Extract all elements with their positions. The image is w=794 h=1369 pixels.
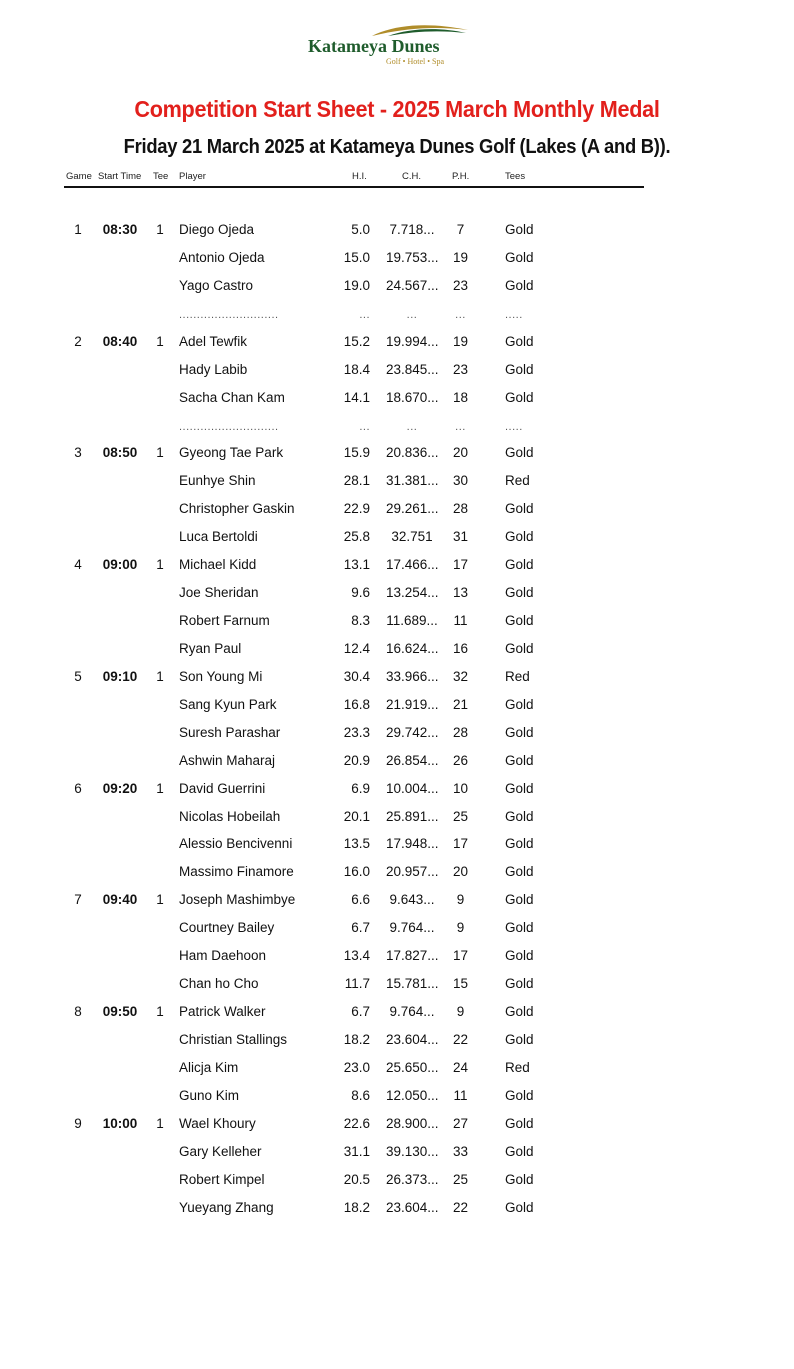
playing-handicap: 20 xyxy=(452,445,469,461)
separator-tees: ..... xyxy=(505,308,523,321)
handicap-index: 13.4 xyxy=(343,948,370,964)
start-time: 09:50 xyxy=(102,1004,138,1020)
course-handicap: 31.381... xyxy=(386,473,439,489)
course-handicap: 24.567... xyxy=(386,277,439,293)
handicap-index: 19.0 xyxy=(343,277,370,293)
player-name: Eunhye Shin xyxy=(179,473,256,489)
player-name: Robert Farnum xyxy=(179,613,270,629)
player-name: Yueyang Zhang xyxy=(179,1199,274,1215)
playing-handicap: 11 xyxy=(453,613,468,629)
playing-handicap: 18 xyxy=(452,389,469,405)
header-hi: H.I. xyxy=(352,171,367,182)
handicap-index: 14.1 xyxy=(343,389,370,405)
handicap-index: 18.2 xyxy=(343,1199,370,1215)
handicap-index: 15.9 xyxy=(343,445,370,461)
playing-handicap: 17 xyxy=(452,948,469,964)
game-number: 2 xyxy=(74,333,82,349)
player-name: Alicja Kim xyxy=(179,1059,239,1075)
course-handicap: 15.781... xyxy=(386,976,439,992)
table-row xyxy=(0,222,794,242)
header-start-time: Start Time xyxy=(98,171,142,182)
tees-color: Gold xyxy=(505,920,534,936)
tees-color: Gold xyxy=(505,222,534,237)
table-row xyxy=(0,390,794,410)
handicap-index: 22.9 xyxy=(343,501,370,517)
tees-color: Gold xyxy=(505,389,534,405)
start-time: 09:00 xyxy=(102,557,138,573)
table-row xyxy=(0,976,794,996)
playing-handicap: 10 xyxy=(452,780,469,796)
tees-color: Gold xyxy=(505,948,534,964)
course-handicap: 23.604... xyxy=(386,1031,439,1047)
tee-number: 1 xyxy=(156,1115,164,1131)
header-game: Game xyxy=(66,171,92,182)
table-row xyxy=(0,1032,794,1052)
player-name: Sang Kyun Park xyxy=(179,696,277,712)
header-tees: Tees xyxy=(505,171,526,182)
tees-color: Red xyxy=(505,668,530,684)
handicap-index: 15.2 xyxy=(343,333,370,349)
table-row xyxy=(0,501,794,521)
handicap-index: 18.4 xyxy=(343,361,370,377)
playing-handicap: 25 xyxy=(452,1171,469,1187)
tees-color: Gold xyxy=(505,1199,534,1215)
table-row xyxy=(0,864,794,884)
playing-handicap: 17 xyxy=(452,557,469,573)
playing-handicap: 16 xyxy=(452,640,469,656)
player-name: Son Young Mi xyxy=(179,668,263,684)
playing-handicap: 19 xyxy=(452,249,469,265)
tees-color: Gold xyxy=(505,752,534,768)
course-handicap: 19.994... xyxy=(386,333,439,349)
player-name: Christopher Gaskin xyxy=(179,501,295,517)
separator-ch: ... xyxy=(406,308,418,321)
playing-handicap: 9 xyxy=(456,1004,465,1020)
table-row xyxy=(0,641,794,661)
table-row xyxy=(0,781,794,801)
game-number: 7 xyxy=(74,892,82,908)
table-row xyxy=(0,334,794,354)
player-name: Joseph Mashimbye xyxy=(179,892,296,908)
playing-handicap: 28 xyxy=(452,501,469,517)
table-row xyxy=(0,753,794,773)
start-time: 10:00 xyxy=(102,1115,138,1131)
handicap-index: 18.2 xyxy=(343,1031,370,1047)
logo-name: Katameya Dunes xyxy=(308,36,440,56)
playing-handicap: 17 xyxy=(452,836,469,852)
tee-number: 1 xyxy=(156,222,164,237)
course-handicap: 11.689... xyxy=(386,613,438,629)
table-row xyxy=(0,529,794,549)
player-name: Ham Daehoon xyxy=(179,948,267,964)
table-row xyxy=(0,557,794,577)
tees-color: Gold xyxy=(505,892,534,908)
game-number: 3 xyxy=(74,445,82,461)
table-row xyxy=(0,278,794,298)
course-handicap: 17.466... xyxy=(386,557,439,573)
page-title: Competition Start Sheet - 2025 March Monthly Medal xyxy=(134,96,660,122)
table-row xyxy=(0,445,794,465)
course-handicap: 12.050... xyxy=(386,1087,439,1103)
course-handicap: 13.254... xyxy=(386,585,439,601)
handicap-index: 23.3 xyxy=(343,724,370,740)
playing-handicap: 13 xyxy=(452,585,469,601)
game-number: 8 xyxy=(74,1004,82,1020)
tees-color: Gold xyxy=(505,613,534,629)
tees-color: Gold xyxy=(505,445,534,461)
game-number: 1 xyxy=(74,222,82,237)
player-name: Yago Castro xyxy=(179,277,254,293)
handicap-index: 13.5 xyxy=(343,836,370,852)
game-number: 5 xyxy=(74,668,82,684)
table-row xyxy=(0,669,794,689)
handicap-index: 30.4 xyxy=(343,668,370,684)
logo-tagline: Golf • Hotel • Spa xyxy=(386,57,445,66)
tees-color: Gold xyxy=(505,780,534,796)
tees-color: Gold xyxy=(505,808,534,824)
player-name: Gary Kelleher xyxy=(179,1143,262,1159)
course-handicap: 23.845... xyxy=(386,361,439,377)
handicap-index: 31.1 xyxy=(343,1143,370,1159)
handicap-index: 20.9 xyxy=(343,752,370,768)
player-name: Christian Stallings xyxy=(179,1031,288,1047)
tee-number: 1 xyxy=(156,445,164,461)
handicap-index: 15.0 xyxy=(343,249,370,265)
playing-handicap: 27 xyxy=(452,1115,469,1131)
separator-tees: ..... xyxy=(505,420,523,433)
player-name: Gyeong Tae Park xyxy=(179,445,284,461)
separator-ph: ... xyxy=(455,308,466,321)
tees-color: Gold xyxy=(505,249,534,265)
player-name: Ryan Paul xyxy=(179,640,242,656)
table-row xyxy=(0,1144,794,1164)
start-time: 08:40 xyxy=(102,333,138,349)
tees-color: Gold xyxy=(505,277,534,293)
separator-ch: ... xyxy=(406,420,418,433)
table-row xyxy=(0,892,794,912)
course-handicap: 20.836... xyxy=(386,445,439,461)
handicap-index: 5.0 xyxy=(351,222,370,237)
separator-hi: ... xyxy=(359,420,370,433)
table-row xyxy=(0,1200,794,1220)
tee-number: 1 xyxy=(156,557,164,573)
playing-handicap: 23 xyxy=(452,277,469,293)
separator-hi: ... xyxy=(359,308,370,321)
table-row xyxy=(0,1004,794,1024)
tee-number: 1 xyxy=(156,668,164,684)
separator-player: ............................ xyxy=(179,420,279,433)
table-row xyxy=(0,250,794,270)
playing-handicap: 33 xyxy=(452,1143,469,1159)
course-handicap: 19.753... xyxy=(386,249,439,265)
handicap-index: 11.7 xyxy=(344,976,370,992)
player-name: Courtney Bailey xyxy=(179,920,275,936)
player-name: Joe Sheridan xyxy=(179,585,259,601)
tees-color: Gold xyxy=(505,1004,534,1020)
handicap-index: 16.0 xyxy=(343,864,370,880)
player-name: Sacha Chan Kam xyxy=(179,389,285,405)
playing-handicap: 26 xyxy=(452,752,469,768)
tees-color: Red xyxy=(505,1059,530,1075)
tees-color: Gold xyxy=(505,557,534,573)
player-name: Michael Kidd xyxy=(179,557,257,573)
handicap-index: 6.7 xyxy=(351,1004,370,1020)
course-handicap: 33.966... xyxy=(386,668,439,684)
tees-color: Gold xyxy=(505,529,534,545)
table-row xyxy=(0,920,794,940)
tees-color: Gold xyxy=(505,864,534,880)
course-handicap: 7.718... xyxy=(389,222,435,237)
playing-handicap: 11 xyxy=(453,1087,468,1103)
playing-handicap: 20 xyxy=(452,864,469,880)
tees-color: Gold xyxy=(505,976,534,992)
playing-handicap: 9 xyxy=(456,920,465,936)
separator-row xyxy=(0,306,794,326)
playing-handicap: 9 xyxy=(456,892,465,908)
start-time: 08:50 xyxy=(102,445,138,461)
header-divider xyxy=(64,186,644,188)
course-handicap: 26.373... xyxy=(386,1171,439,1187)
table-row xyxy=(0,697,794,717)
tees-color: Gold xyxy=(505,1115,534,1131)
tees-color: Gold xyxy=(505,1031,534,1047)
course-handicap: 21.919... xyxy=(386,696,439,712)
course-handicap: 26.854... xyxy=(386,752,439,768)
player-name: Robert Kimpel xyxy=(179,1171,265,1187)
game-number: 6 xyxy=(74,780,82,796)
player-name: Chan ho Cho xyxy=(179,976,259,992)
tees-color: Gold xyxy=(505,1171,534,1187)
tees-color: Gold xyxy=(505,836,534,852)
player-name: Hady Labib xyxy=(179,361,248,377)
header-tee: Tee xyxy=(153,171,169,182)
start-time: 09:20 xyxy=(102,780,138,796)
table-row xyxy=(0,836,794,856)
player-name: Nicolas Hobeilah xyxy=(179,808,281,824)
player-name: Patrick Walker xyxy=(179,1004,266,1020)
playing-handicap: 22 xyxy=(452,1031,469,1047)
course-handicap: 18.670... xyxy=(386,389,439,405)
tees-color: Gold xyxy=(505,724,534,740)
table-row xyxy=(0,473,794,493)
course-handicap: 29.742... xyxy=(386,724,439,740)
tee-number: 1 xyxy=(156,892,164,908)
header-ph: P.H. xyxy=(452,171,470,182)
game-number: 9 xyxy=(74,1115,82,1131)
player-name: David Guerrini xyxy=(179,780,266,796)
separator-player: ............................ xyxy=(179,308,279,321)
course-handicap: 17.948... xyxy=(386,836,439,852)
tees-color: Gold xyxy=(505,333,534,349)
course-handicap: 9.764... xyxy=(389,1004,435,1020)
handicap-index: 12.4 xyxy=(343,640,370,656)
playing-handicap: 25 xyxy=(452,808,469,824)
page-subtitle: Friday 21 March 2025 at Katameya Dunes Golf (Lakes (A and B)). xyxy=(123,136,671,158)
playing-handicap: 15 xyxy=(452,976,469,992)
header-player: Player xyxy=(179,171,206,182)
player-name: Guno Kim xyxy=(179,1087,240,1103)
handicap-index: 13.1 xyxy=(343,557,370,573)
course-handicap: 29.261... xyxy=(386,501,439,517)
tees-color: Gold xyxy=(505,640,534,656)
header-ch: C.H. xyxy=(402,171,421,182)
table-row xyxy=(0,613,794,633)
player-name: Antonio Ojeda xyxy=(179,249,265,265)
course-handicap: 28.900... xyxy=(386,1115,439,1131)
playing-handicap: 24 xyxy=(452,1059,469,1075)
handicap-index: 20.5 xyxy=(343,1171,370,1187)
playing-handicap: 31 xyxy=(452,529,469,545)
course-handicap: 23.604... xyxy=(386,1199,439,1215)
table-row xyxy=(0,1088,794,1108)
tees-color: Gold xyxy=(505,501,534,517)
playing-handicap: 19 xyxy=(452,333,469,349)
handicap-index: 20.1 xyxy=(343,808,370,824)
club-logo xyxy=(300,22,480,68)
playing-handicap: 21 xyxy=(452,696,469,712)
course-handicap: 16.624... xyxy=(386,640,439,656)
tee-number: 1 xyxy=(156,333,164,349)
playing-handicap: 7 xyxy=(456,222,465,237)
handicap-index: 8.3 xyxy=(351,613,370,629)
course-handicap: 9.643... xyxy=(389,892,435,908)
course-handicap: 39.130... xyxy=(386,1143,439,1159)
player-name: Ashwin Maharaj xyxy=(179,752,276,768)
start-time: 09:40 xyxy=(102,892,138,908)
course-handicap: 25.650... xyxy=(386,1059,439,1075)
course-handicap: 9.764... xyxy=(389,920,435,936)
player-name: Luca Bertoldi xyxy=(179,529,258,545)
course-handicap: 32.751 xyxy=(391,529,433,545)
table-row xyxy=(0,1060,794,1080)
tees-color: Gold xyxy=(505,1143,534,1159)
table-row xyxy=(0,948,794,968)
player-name: Alessio Bencivenni xyxy=(179,836,293,852)
separator-row xyxy=(0,418,794,438)
handicap-index: 9.6 xyxy=(351,585,370,601)
course-handicap: 17.827... xyxy=(386,948,439,964)
handicap-index: 8.6 xyxy=(351,1087,370,1103)
player-name: Diego Ojeda xyxy=(179,222,255,237)
tee-number: 1 xyxy=(156,1004,164,1020)
tees-color: Gold xyxy=(505,585,534,601)
handicap-index: 16.8 xyxy=(343,696,370,712)
course-handicap: 10.004... xyxy=(386,780,439,796)
playing-handicap: 22 xyxy=(452,1199,469,1215)
table-row xyxy=(0,1172,794,1192)
player-name: Adel Tewfik xyxy=(179,333,248,349)
tees-color: Gold xyxy=(505,361,534,377)
player-name: Wael Khoury xyxy=(179,1115,256,1131)
handicap-index: 25.8 xyxy=(343,529,370,545)
handicap-index: 28.1 xyxy=(343,473,370,489)
table-row xyxy=(0,809,794,829)
playing-handicap: 28 xyxy=(452,724,469,740)
course-handicap: 20.957... xyxy=(386,864,439,880)
start-time: 09:10 xyxy=(102,668,138,684)
start-time: 08:30 xyxy=(102,222,138,237)
tees-color: Red xyxy=(505,473,530,489)
handicap-index: 22.6 xyxy=(343,1115,370,1131)
playing-handicap: 30 xyxy=(452,473,469,489)
table-row xyxy=(0,1116,794,1136)
course-handicap: 25.891... xyxy=(386,808,439,824)
handicap-index: 6.6 xyxy=(351,892,370,908)
handicap-index: 6.7 xyxy=(351,920,370,936)
playing-handicap: 32 xyxy=(452,668,469,684)
handicap-index: 23.0 xyxy=(343,1059,370,1075)
player-name: Massimo Finamore xyxy=(179,864,294,880)
player-name: Suresh Parashar xyxy=(179,724,281,740)
playing-handicap: 23 xyxy=(452,361,469,377)
tees-color: Gold xyxy=(505,696,534,712)
handicap-index: 6.9 xyxy=(351,780,370,796)
game-number: 4 xyxy=(74,557,82,573)
separator-ph: ... xyxy=(455,420,466,433)
tee-number: 1 xyxy=(156,780,164,796)
table-row xyxy=(0,585,794,605)
table-row xyxy=(0,362,794,382)
table-row xyxy=(0,725,794,745)
tees-color: Gold xyxy=(505,1087,534,1103)
